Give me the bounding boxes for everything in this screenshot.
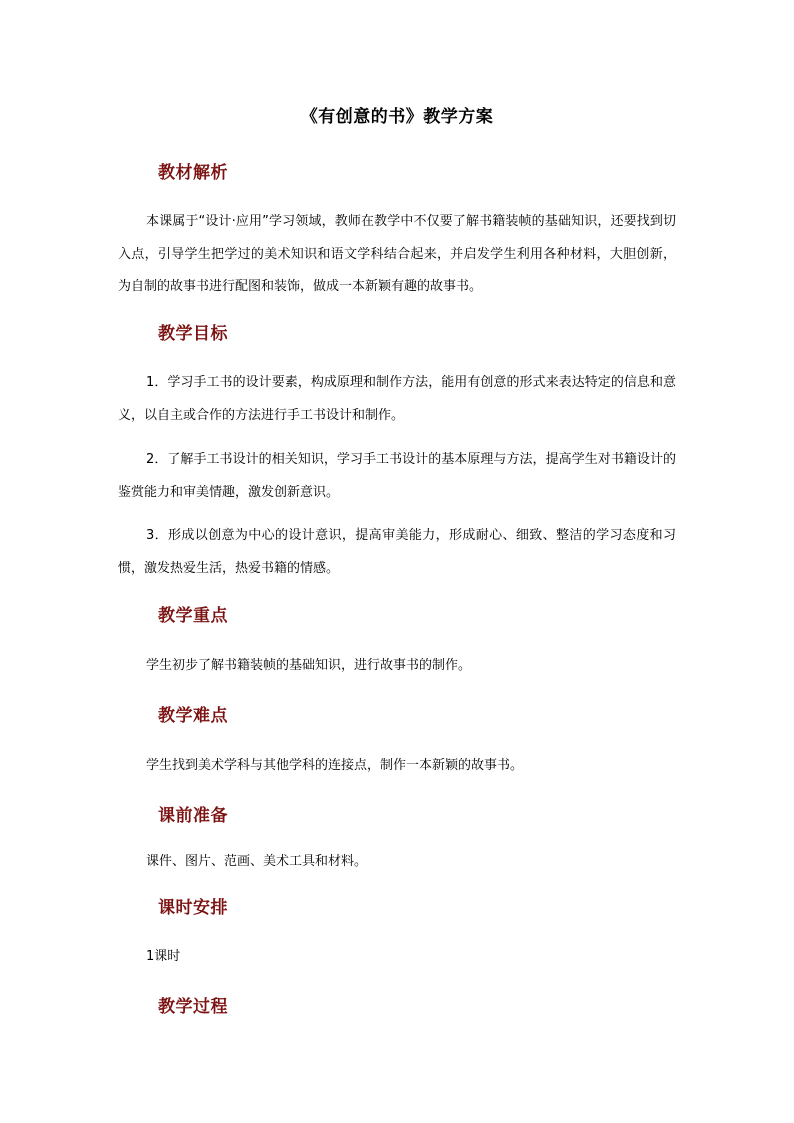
- section-heading-difficulties: 教学难点: [158, 706, 228, 726]
- goal-item-2: 2．了解手工书设计的相关知识，学习手工书设计的基本原理与方法，提高学生对书籍设计的鉴赏能力和审美情趣，激发创新意识。: [118, 452, 676, 500]
- section-heading-schedule: 课时安排: [158, 898, 228, 918]
- section-heading-preparation: 课前准备: [158, 806, 228, 826]
- section-heading-key-points: 教学重点: [158, 606, 228, 626]
- schedule-paragraph: 1课时: [146, 949, 181, 964]
- section-heading-process: 教学过程: [158, 997, 228, 1017]
- goal-item-1: 1．学习手工书的设计要素，构成原理和制作方法，能用有创意的形式来表达特定的信息和意义，以自主或合作的方法进行手工书设计和制作。: [118, 375, 676, 423]
- section-heading-analysis: 教材解析: [158, 163, 228, 183]
- section-heading-goals: 教学目标: [158, 324, 228, 344]
- preparation-paragraph: 课件、图片、范画、美术工具和材料。: [146, 854, 368, 869]
- key-points-paragraph: 学生初步了解书籍装帧的基础知识，进行故事书的制作。: [146, 658, 472, 673]
- goal-item-3: 3．形成以创意为中心的设计意识，提高审美能力，形成耐心、细致、整洁的学习态度和习惯，激发热爱生活，热爱书籍的情感。: [118, 528, 676, 576]
- difficulties-paragraph: 学生找到美术学科与其他学科的连接点，制作一本新颖的故事书。: [146, 758, 524, 773]
- analysis-paragraph: 本课属于“设计·应用”学习领域，教师在教学中不仅要了解书籍装帧的基础知识，还要找到切入点，引导学生把学过的美术知识和语文学科结合起来，并启发学生利用各种材料，大胆创新，为自制的故事书进行配图和装饰，做成一本新颖有趣的故事书。: [118, 214, 676, 294]
- page-title: 《有创意的书》教学方案: [300, 107, 494, 127]
